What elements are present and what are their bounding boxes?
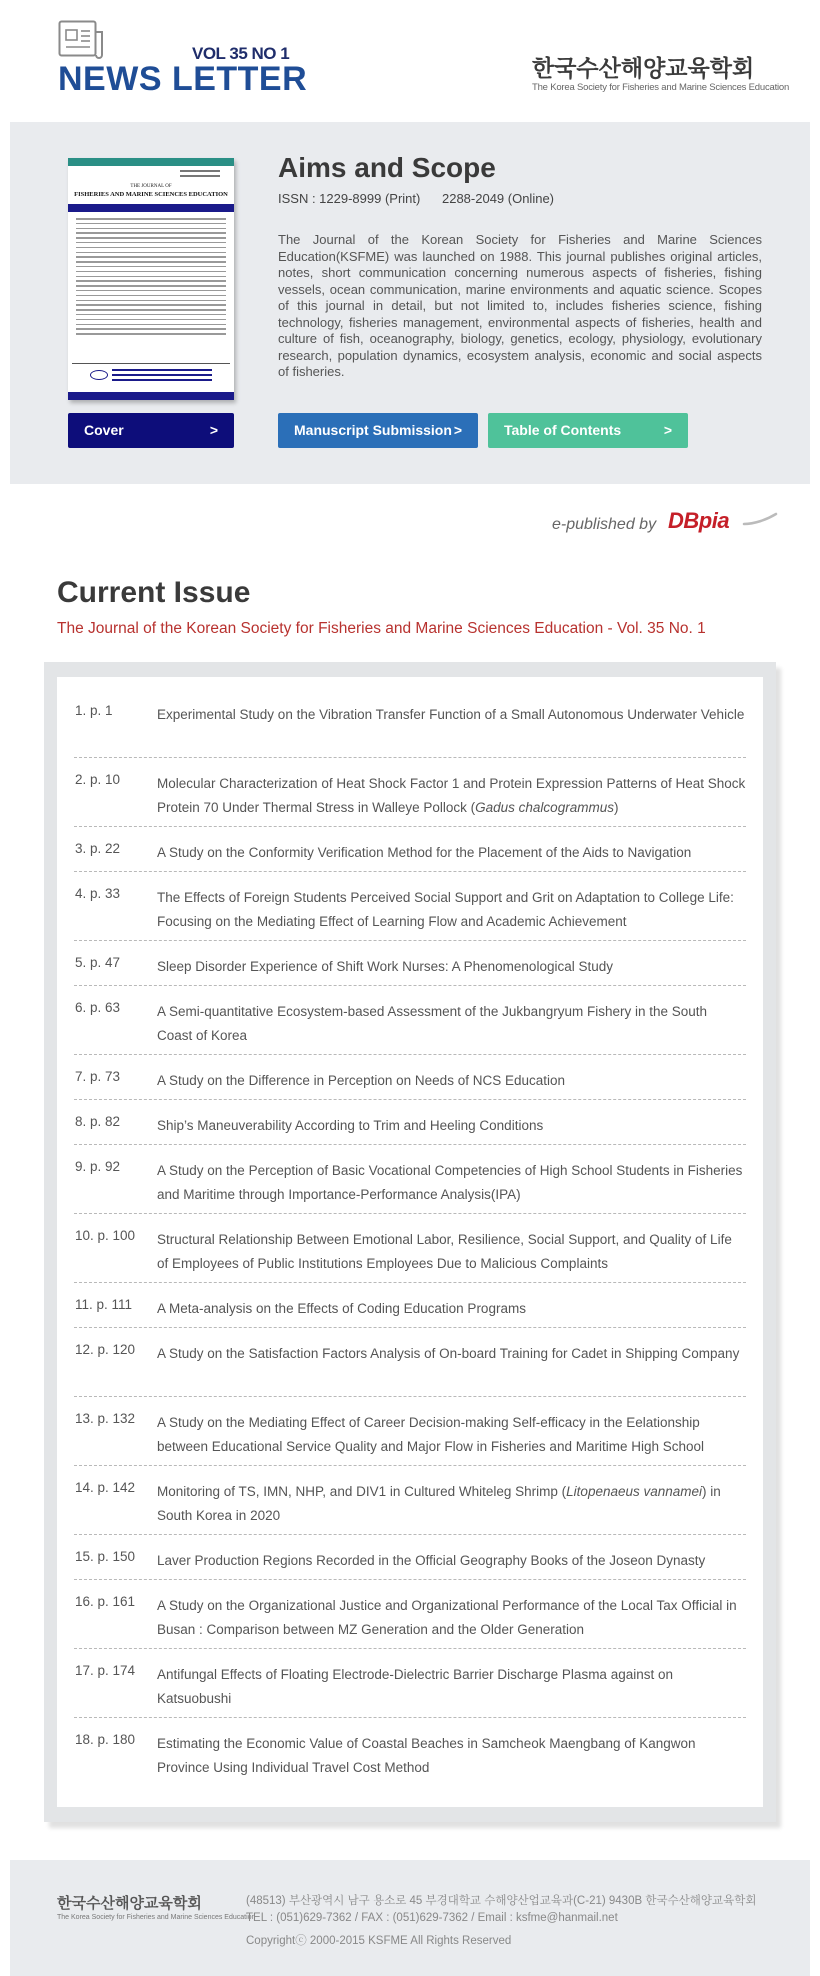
article-number-page: 7. p. 73: [75, 1069, 121, 1084]
article-title[interactable]: The Effects of Foreign Students Perceived Social Support and Grit on Adaptation to College Life: Focusing on the Mediating Effect of Learning Flow and Academic Achievement: [157, 890, 734, 929]
manuscript-submission-label: Manuscript Submission: [294, 422, 452, 438]
article-number-page: 4. p. 33: [75, 886, 121, 901]
cover-society-lines: [112, 369, 212, 385]
article-title[interactable]: A Study on the Difference in Perception on Needs of NCS Education: [157, 1073, 565, 1088]
newsletter-title: NEWS LETTER: [58, 60, 308, 98]
article-title[interactable]: Estimating the Economic Value of Coastal Beaches in Samcheok Maengbang of Kangwon Province Using Individual Travel Cost Method: [157, 1736, 696, 1775]
dbpia-swoosh-icon: [742, 512, 778, 526]
article-item[interactable]: [74, 941, 746, 986]
article-item[interactable]: [74, 1328, 746, 1397]
newsletter-header: [0, 0, 820, 122]
article-item[interactable]: [74, 689, 746, 758]
article-number-page: 9. p. 92: [75, 1159, 121, 1174]
cover-button[interactable]: [68, 413, 234, 448]
epublished-by-label: e-published by: [552, 516, 657, 533]
article-item[interactable]: [74, 758, 746, 827]
article-item[interactable]: [74, 1100, 746, 1145]
society-name-english: The Korea Society for Fisheries and Marine Sciences Education: [532, 82, 790, 93]
article-title[interactable]: Laver Production Regions Recorded in the Official Geography Books of the Joseon Dynasty: [157, 1553, 706, 1568]
article-title[interactable]: A Study on the Satisfaction Factors Analysis of On-board Training for Cadet in Shipping Company: [157, 1346, 740, 1361]
table-of-contents-label: Table of Contents: [504, 422, 622, 438]
article-number-page: 1. p. 1: [75, 703, 113, 718]
article-list: [74, 689, 746, 1787]
chevron-right-icon: >: [209, 422, 218, 438]
article-title[interactable]: A Semi-quantitative Ecosystem-based Assessment of the Jukbangryum Fishery in the South Coast of Korea: [157, 1004, 708, 1043]
cover-journal-line2: FISHERIES AND MARINE SCIENCES EDUCATION: [74, 191, 228, 198]
article-item[interactable]: [74, 827, 746, 872]
current-issue-subtitle: The Journal of the Korean Society for Fisheries and Marine Sciences Education - Vol. 35 No. 1: [57, 620, 706, 637]
current-issue-title: Current Issue: [57, 576, 251, 609]
issn-line: [278, 191, 572, 206]
article-number-page: 13. p. 132: [75, 1411, 136, 1426]
article-list-panel: [57, 677, 763, 1807]
article-item[interactable]: [74, 1145, 746, 1214]
article-title[interactable]: A Meta-analysis on the Effects of Coding Education Programs: [157, 1301, 526, 1316]
footer-society-name-english: The Korea Society for Fisheries and Marine Sciences Education: [57, 1914, 256, 1921]
newspaper-icon: [58, 20, 104, 60]
article-list-frame: [44, 662, 776, 1822]
article-title[interactable]: A Study on the Conformity Verification Method for the Placement of the Aids to Navigation: [157, 845, 692, 860]
dbpia-logo[interactable]: DBpia: [668, 508, 730, 533]
article-number-page: 16. p. 161: [75, 1594, 136, 1609]
article-number-page: 15. p. 150: [75, 1549, 136, 1564]
volume-label: VOL 35 NO 1: [192, 44, 290, 63]
article-item[interactable]: [74, 1283, 746, 1328]
cover-bottom-band: [68, 392, 234, 400]
footer-contact: TEL : (051)629-7362 / FAX : (051)629-7362 / Email : ksfme@hanmail.net: [246, 1912, 618, 1924]
article-number-page: 3. p. 22: [75, 841, 121, 856]
cover-contents-lines: [76, 218, 226, 338]
chevron-right-icon: >: [453, 422, 462, 438]
article-item[interactable]: [74, 1397, 746, 1466]
article-number-page: 5. p. 47: [75, 955, 121, 970]
article-item[interactable]: [74, 1466, 746, 1535]
article-number-page: 14. p. 142: [75, 1480, 136, 1495]
article-title[interactable]: Molecular Characterization of Heat Shock Factor 1 and Protein Expression Patterns of Heat Shock Protein 70 Under Thermal Stress in Walleye Pollock (Gadus chalcogrammus): [157, 776, 746, 815]
article-title[interactable]: Monitoring of TS, IMN, NHP, and DIV1 in Cultured Whiteleg Shrimp (Litopenaeus vannamei) in South Korea in 2020: [157, 1484, 721, 1523]
issn-online: 2288-2049 (Online): [441, 191, 555, 206]
article-title[interactable]: Ship’s Maneuverability According to Trim and Heeling Conditions: [157, 1118, 544, 1133]
chevron-right-icon: >: [663, 422, 672, 438]
article-title[interactable]: A Study on the Organizational Justice and Organizational Performance of the Local Tax Official in Busan : Comparison between MZ Generation and the Older Generation: [157, 1598, 737, 1637]
society-name-korean: 한국수산해양교육학회: [532, 55, 755, 81]
species-name: Litopenaeus vannamei: [566, 1484, 703, 1499]
manuscript-submission-button[interactable]: [278, 413, 478, 448]
article-title[interactable]: Sleep Disorder Experience of Shift Work Nurses: A Phenomenological Study: [157, 959, 613, 974]
article-item[interactable]: [74, 1649, 746, 1718]
journal-cover-image[interactable]: [68, 158, 234, 400]
footer-copyright: Copyrightⓒ 2000-2015 KSFME All Rights Reserved: [246, 1935, 512, 1947]
footer-address: (48513) 부산광역시 남구 용소로 45 부경대학교 수해양산업교육과(C-21) 9430B 한국수산해양교육학회: [246, 1895, 757, 1907]
article-number-page: 10. p. 100: [75, 1228, 136, 1243]
article-item[interactable]: [74, 872, 746, 941]
article-item[interactable]: [74, 1055, 746, 1100]
article-number-page: 2. p. 10: [75, 772, 121, 787]
article-number-page: 17. p. 174: [75, 1663, 136, 1678]
cover-button-label: Cover: [84, 422, 124, 438]
species-name: Gadus chalcogrammus: [475, 800, 614, 815]
aims-scope-section: [10, 122, 810, 484]
article-item[interactable]: [74, 1535, 746, 1580]
page-footer: [10, 1860, 810, 1976]
article-number-page: 12. p. 120: [75, 1342, 136, 1357]
article-title[interactable]: Structural Relationship Between Emotional Labor, Resilience, Social Support, and Quality of Life of Employees of Public Institutions Employees Due to Malicious Complaints: [157, 1232, 732, 1271]
article-item[interactable]: [74, 1214, 746, 1283]
article-title[interactable]: A Study on the Mediating Effect of Career Decision-making Self-efficacy in the Eelationship between Educational Service Quality and Major Flow in Fisheries and Maritime High School: [157, 1415, 705, 1454]
table-of-contents-button[interactable]: [488, 413, 688, 448]
footer-society-name-korean: 한국수산해양교육학회: [57, 1895, 202, 1912]
article-number-page: 11. p. 111: [75, 1297, 133, 1312]
cover-journal-line1: THE JOURNAL OF: [130, 184, 172, 189]
cover-seal-icon: [90, 370, 108, 380]
article-item[interactable]: [74, 1718, 746, 1787]
article-item[interactable]: [74, 986, 746, 1055]
issn-print: ISSN : 1229-8999 (Print): [278, 191, 421, 206]
aims-description: The Journal of the Korean Society for Fisheries and Marine Sciences Education(KSFME) was launched on 1988. This journal publishes original articles, notes, short communication concerning numerous aspects of fisheries, fishing vessels, ocean communication, marine environments and aquatic science. Scopes of this journal in detail, but not limited to, includes fisheries science, fishing technology, fisheries management, environmental aspects of fisheries, health and culture of fish, oceanography, biology, genetics, ecology, physiology, evolutionary research, population dynamics, ecosystem analysis, economic and social aspects of fisheries.: [278, 232, 762, 379]
article-title[interactable]: Experimental Study on the Vibration Transfer Function of a Small Autonomous Underwater Vehicle: [157, 707, 745, 722]
article-number-page: 6. p. 63: [75, 1000, 121, 1015]
article-item[interactable]: [74, 1580, 746, 1649]
cover-issn-lines: [180, 170, 220, 180]
article-number-page: 8. p. 82: [75, 1114, 121, 1129]
article-title[interactable]: Antifungal Effects of Floating Electrode-Dielectric Barrier Discharge Plasma against on Katsuobushi: [157, 1667, 673, 1706]
cover-top-band: [68, 158, 234, 166]
cover-blue-band: [68, 204, 234, 212]
aims-title: Aims and Scope: [278, 152, 496, 183]
article-title[interactable]: A Study on the Perception of Basic Vocational Competencies of High School Students in Fisheries and Maritime through Importance-Performance Analysis(IPA): [157, 1163, 743, 1202]
article-number-page: 18. p. 180: [75, 1732, 136, 1747]
